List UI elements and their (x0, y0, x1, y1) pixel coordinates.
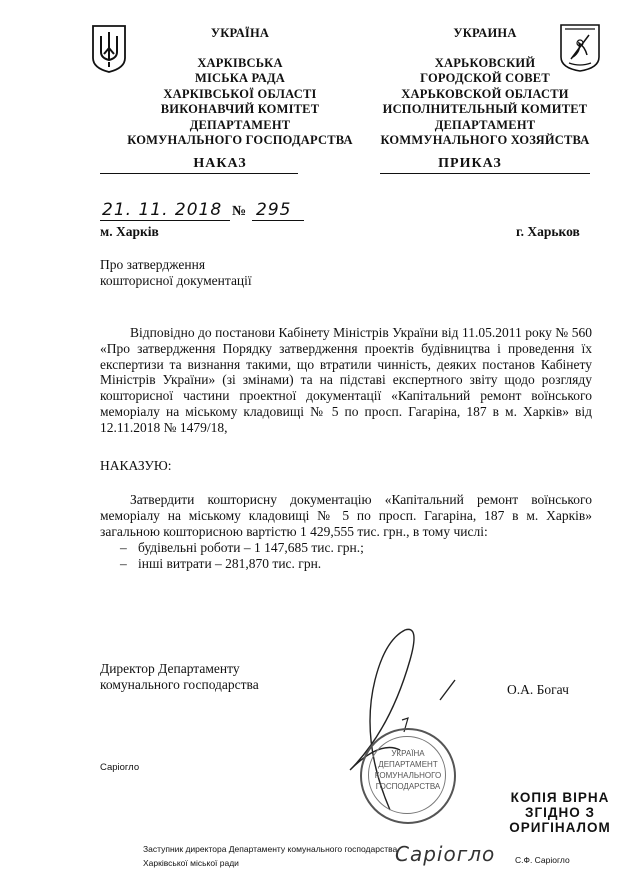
header-divider-right (380, 173, 590, 174)
header-left-line: ВИКОНАВЧИЙ КОМІТЕТ (160, 102, 320, 116)
certifier-position (143, 842, 397, 870)
order-subject (100, 257, 252, 289)
subject-line: кошторисної документації (100, 272, 252, 288)
order-word: НАКАЗУЮ: (100, 458, 172, 473)
city-left: м. Харків (100, 224, 159, 239)
cost-item-text: інші витрати – 281,870 тис. грн. (138, 555, 322, 571)
copy-stamp-line: КОПІЯ ВІРНА (510, 790, 610, 805)
header-left-line: ХАРКІВСЬКА (197, 55, 283, 70)
preamble-paragraph: Відповідно до постанови Кабінету Міністрів України від 11.05.2011 року № 560 «Про затвердження Порядку затвердження проектів будівництва і проведення їх експертизи та визнання такими, що втратили чинність, деяких постанов Кабінету Міністрів України» (зі змінами) та на підставі експертного звіту щодо розгляду кошторисної частини проектної документації «Капітальний ремонт воїнського меморіалу на міському кладовищі № 5 по просп. Гагаріна, 187 в м. Харків» від 12.11.2018 № 1479/18, (100, 325, 592, 435)
certifier-name: С.Ф. Саріогло (515, 855, 570, 865)
executor-name: Саріогло (100, 762, 140, 773)
header-right-line: ХАРЬКОВСКИЙ (434, 55, 536, 70)
cost-item-text: будівельні роботи – 1 147,685 тис. грн.; (138, 540, 364, 555)
order-date: 21. 11. 2018 (102, 200, 223, 220)
header-right-line: КОММУНАЛЬНОГО ХОЗЯЙСТВА (380, 133, 590, 147)
header-divider-left (100, 173, 298, 174)
subject-line: Про затвердження (100, 257, 206, 272)
certifier-position-line: Заступник директора Департаменту комунального господарства (143, 844, 398, 854)
header-right-country: УКРАИНА (453, 26, 517, 40)
copy-stamp-line: ОРИГІНАЛОМ (509, 820, 611, 835)
decision-paragraph: Затвердити кошторисну документацію «Капітальний ремонт воїнського меморіалу на міському кладовищі № 5 по просп. Гагаріна, 187 в м. Харків» загальною кошторисною вартістю 1 429,555 тис. грн., в тому числі: (100, 492, 592, 539)
stamp-line: ГОСПОДАРСТВА (375, 782, 441, 791)
stamp-line: КОМУНАЛЬНОГО (374, 771, 442, 780)
cost-item: – будівельні роботи – 1 147,685 тис. грн.; (120, 540, 364, 555)
cost-items (120, 540, 364, 572)
header-right-line: ИСПОЛНИТЕЛЬНЫЙ КОМИТЕТ (382, 102, 588, 116)
header-left-line: КОМУНАЛЬНОГО ГОСПОДАРСТВА (127, 133, 353, 147)
header-left-line: МІСЬКА РАДА (194, 71, 286, 85)
stamp-line: УКРАЇНА (391, 749, 425, 758)
order-date-underline (100, 220, 230, 221)
copy-certified-stamp (505, 790, 615, 835)
order-number-sign: № (232, 204, 247, 219)
header-right-line: ДЕПАРТАМЕНТ (434, 117, 536, 132)
stamp-line: ДЕПАРТАМЕНТ (378, 760, 438, 769)
cost-item: – інші витрати – 281,870 тис. грн. (120, 555, 322, 571)
certifier-position-line: Харківської міської ради (143, 858, 239, 868)
header-left-line: ХАРКІВСЬКОЇ ОБЛАСТІ (163, 86, 317, 101)
signatory-position-line: комунального господарства (100, 676, 259, 692)
department-stamp (360, 728, 456, 824)
title-left: НАКАЗ (193, 156, 247, 171)
header-right-line: ХАРЬКОВСКОЙ ОБЛАСТИ (401, 86, 569, 101)
title-right: ПРИКАЗ (438, 156, 502, 171)
header-right-line: ГОРОДСКОЙ СОВЕТ (420, 71, 550, 85)
kharkiv-coat-of-arms-icon (559, 21, 601, 73)
order-number-underline (252, 220, 304, 221)
signatory-position (100, 661, 259, 693)
copy-stamp-line: ЗГІДНО З (525, 805, 595, 820)
header-left-country: УКРАЇНА (210, 26, 270, 40)
certifier-handwritten-signature: Саріогло (395, 842, 496, 866)
city-right: г. Харьков (516, 224, 580, 239)
header-left (110, 26, 370, 149)
signatory-name: О.А. Богач (507, 682, 569, 697)
header-left-line: ДЕПАРТАМЕНТ (189, 117, 291, 132)
signatory-position-line: Директор Департаменту (100, 661, 240, 676)
order-number: 295 (256, 200, 292, 220)
